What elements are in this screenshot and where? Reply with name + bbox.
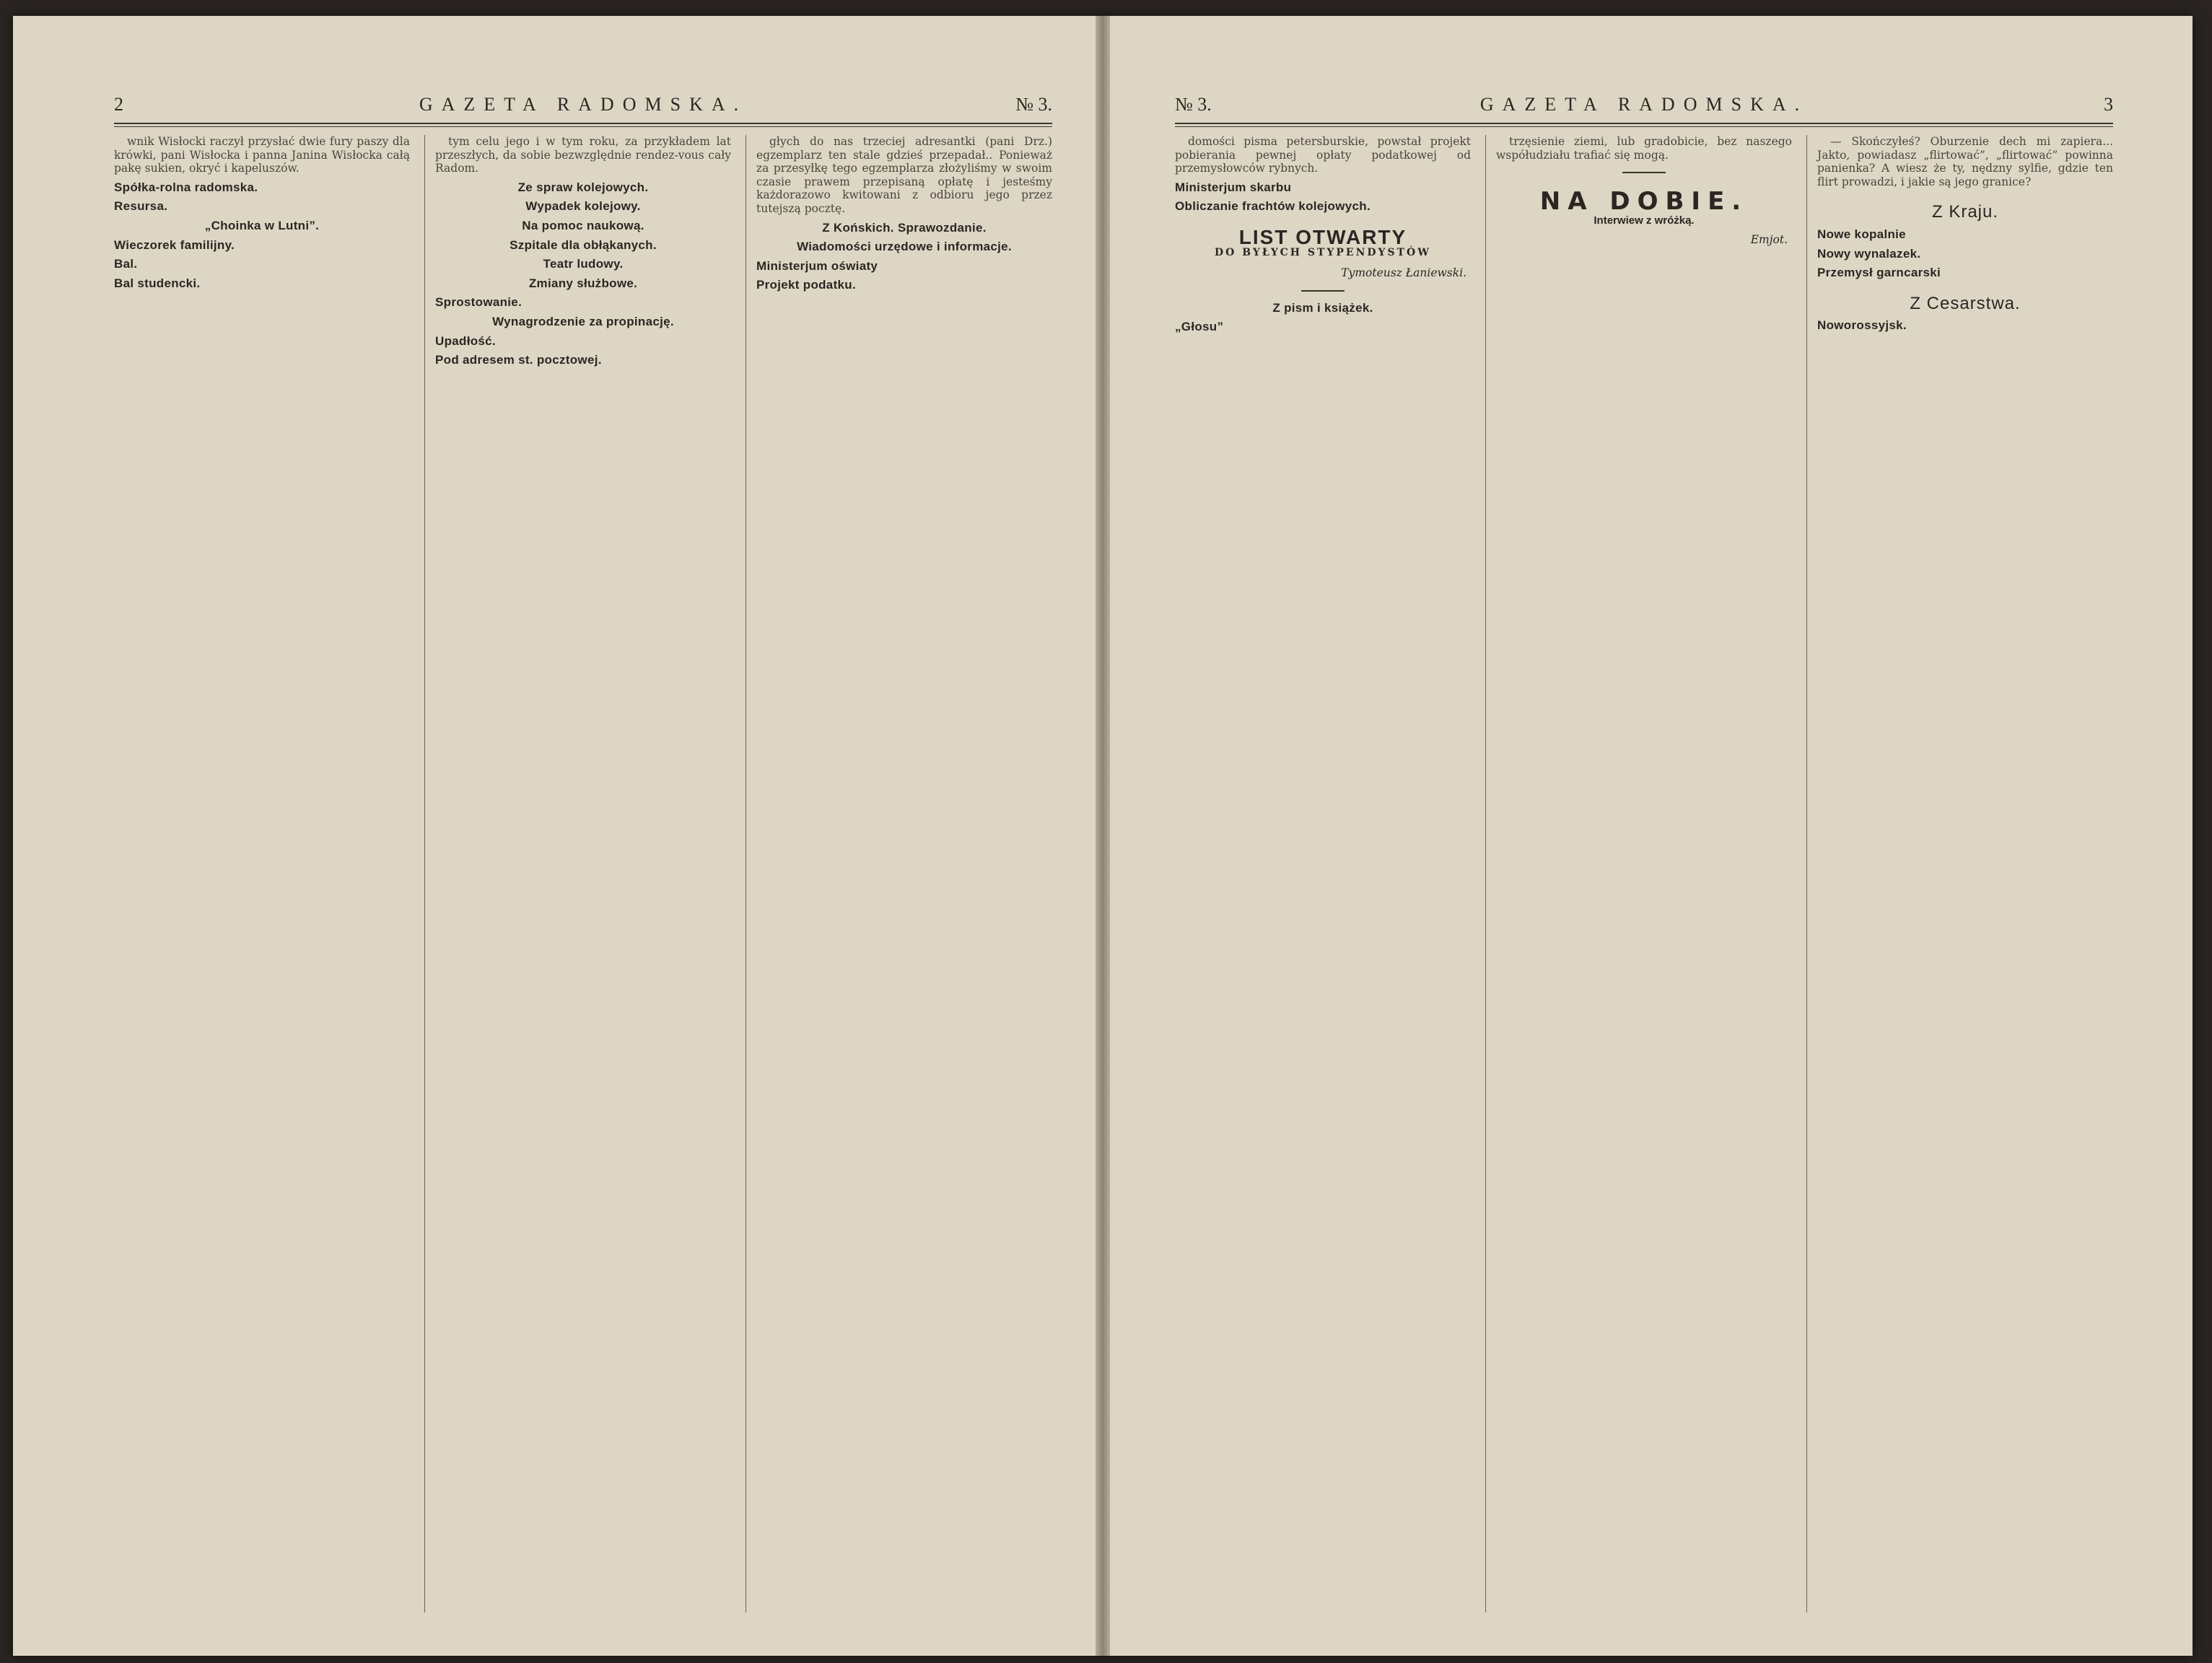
paragraph: głych do nas trzeciej adresantki (pani Drz.) egzemplarz ten stale gdzieś przepadał.. Ponieważ za przesyłkę tego egzemplarza złożyliśmy w swoim czasie prawem przepisaną opłatę i jesteśmy każdorazowo kwitowani z odbioru jego przez tutejszą pocztę. xyxy=(756,135,1052,215)
section-title: Z Cesarstwa. xyxy=(1910,293,2021,313)
section-heading: Projekt podatku. xyxy=(756,278,856,292)
newspaper-title: GAZETA RADOMSKA. xyxy=(1479,94,1809,115)
section-heading: Spółka-rolna radomska. xyxy=(114,180,258,194)
paragraph: trzęsienie ziemi, lub gradobicie, bez naszego współudziału trafiać się mogą. xyxy=(1496,135,1792,162)
paragraph: — Skończyłeś? Oburzenie dech mi zapiera... Jakto, powiadasz „flirtować”, „flirtować” powinna panienka? A wiesz że ty, nędzny sylfie, gdzie ten flirt prowadzi, i jakie są jego granice? xyxy=(1817,135,2113,188)
issue-number: № 3. xyxy=(1175,94,1212,115)
columns-right xyxy=(1175,135,2113,1612)
signature: Emjot. xyxy=(1750,233,1788,247)
page-gutter xyxy=(1096,16,1110,1656)
section-heading: Przemysł garncarski xyxy=(1817,266,1941,280)
section-heading: Zmiany służbowe. xyxy=(528,276,638,290)
section-heading: Upadłość. xyxy=(435,333,496,348)
headline: LIST OTWARTY xyxy=(1238,225,1407,248)
section-heading: Ministerjum oświaty xyxy=(756,258,878,273)
section-heading: Nowe kopalnie xyxy=(1817,227,1906,241)
column xyxy=(424,135,731,1612)
section-heading: Bal. xyxy=(114,257,138,271)
paragraph: wnik Wisłocki raczył przysłać dwie fury paszy dla krówki, pani Wisłocka i panna Janina Wisłocka całą pakę sukien, okryć i kapeluszów. xyxy=(114,135,410,175)
section-heading: „Głosu” xyxy=(1175,320,1224,334)
masthead-left xyxy=(114,88,1052,124)
issue-number: № 3. xyxy=(1015,94,1052,115)
section-heading: Resursa. xyxy=(114,199,168,214)
headline-sub: Interwiew z wróżką. xyxy=(1594,214,1695,227)
section-heading: Sprostowanie. xyxy=(435,295,523,310)
section-heading: Teatr ludowy. xyxy=(543,257,624,271)
header-rule xyxy=(114,123,1052,127)
page-number: 3 xyxy=(2104,94,2113,115)
section-heading: „Choinka w Lutni”. xyxy=(204,218,320,232)
divider xyxy=(1622,172,1666,173)
headline: NA DOBIE. xyxy=(1539,187,1749,217)
signature: Tymoteusz Łaniewski. xyxy=(1341,266,1466,280)
section-heading: Nowy wynalazek. xyxy=(1817,246,1921,261)
column xyxy=(1175,135,1471,1612)
headline-sub: DO BYŁYCH STYPENDYSTÓW xyxy=(1215,246,1431,258)
section-heading: Wiadomości urzędowe i informacje. xyxy=(797,240,1012,254)
page-number: 2 xyxy=(114,94,123,115)
page-left xyxy=(13,16,1096,1656)
section-heading: Z pism i książek. xyxy=(1272,300,1373,315)
column xyxy=(114,135,410,1612)
section-heading: Wypadek kolejowy. xyxy=(525,199,641,214)
columns-left xyxy=(114,135,1052,1612)
column xyxy=(1806,135,2113,1612)
section-heading: Bal studencki. xyxy=(114,276,201,290)
section-heading: Pod adresem st. pocztowej. xyxy=(435,353,602,367)
paragraph: domości pisma petersburskie, powstał projekt pobierania pewnej opłaty podatkowej od przemysłowców rybnych. xyxy=(1175,135,1471,175)
newspaper-title: GAZETA RADOMSKA. xyxy=(419,94,748,115)
paragraph: tym celu jego i w tym roku, za przykładem lat przeszłych, da sobie bezwzględnie rendez-vous cały Radom. xyxy=(435,135,731,175)
section-heading: Na pomoc naukową. xyxy=(522,218,644,232)
section-heading: Noworossyjsk. xyxy=(1817,318,1907,333)
section-heading: Z Końskich. Sprawozdanie. xyxy=(822,220,987,235)
newspaper-spread xyxy=(13,16,2193,1656)
section-heading: Wieczorek familijny. xyxy=(114,237,235,252)
column xyxy=(746,135,1052,1612)
header-rule xyxy=(1175,123,2113,127)
divider xyxy=(1301,290,1345,292)
section-heading: Obliczanie frachtów kolejowych. xyxy=(1175,199,1371,214)
section-heading: Ze spraw kolejowych. xyxy=(517,180,649,194)
section-title: Z Kraju. xyxy=(1931,202,1999,222)
column xyxy=(1485,135,1792,1612)
masthead-right xyxy=(1175,88,2113,124)
section-heading: Szpitale dla obłąkanych. xyxy=(510,237,657,252)
section-heading: Ministerjum skarbu xyxy=(1175,180,1292,194)
section-heading: Wynagrodzenie za propinację. xyxy=(492,314,674,328)
page-right xyxy=(1110,16,2193,1656)
